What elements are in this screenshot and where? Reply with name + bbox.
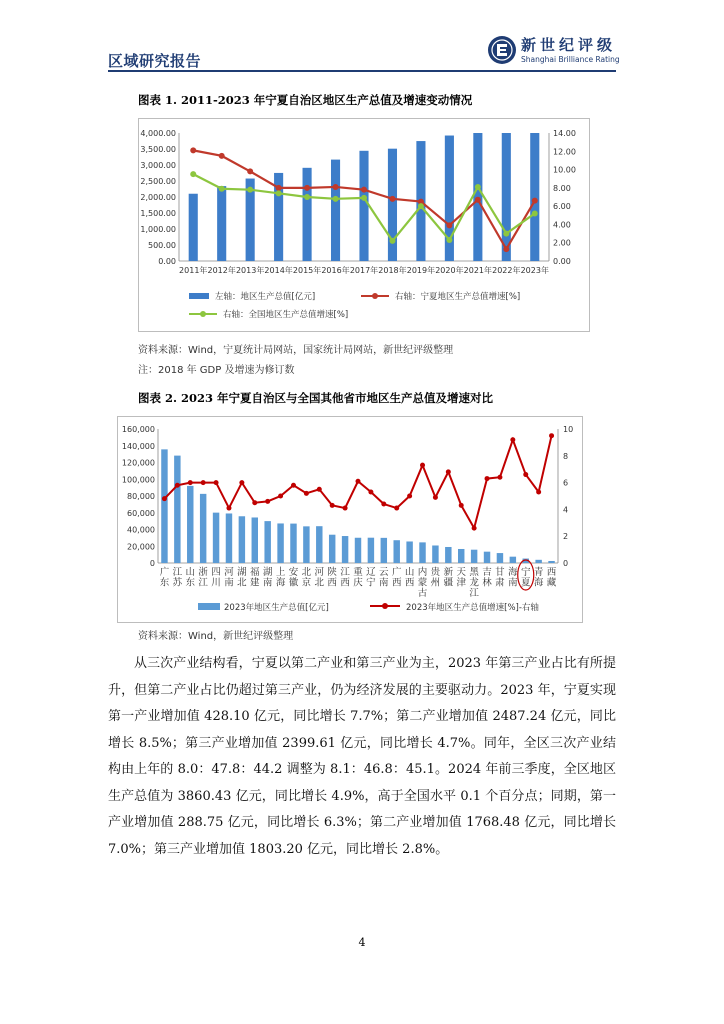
growth-point-1 [503, 246, 509, 252]
left-tick-label: 4,000.00 [140, 129, 176, 138]
province-gdp-bar [187, 486, 193, 563]
x-tick-label: 2015年 [292, 266, 322, 275]
right-tick-label: 6.00 [553, 202, 571, 212]
figure2-svg [118, 417, 582, 622]
growth-point-1 [389, 196, 395, 202]
province-label: 福建 [250, 567, 260, 589]
province-label: 北京 [301, 567, 312, 589]
body-paragraph: 从三次产业结构看，宁夏以第二产业和第三产业为主，2023 年第三产业占比有所提升，但第二产业占比仍超过第三产业，仍为经济发展的主要驱动力。2023 年，宁夏实现第一产业增加值 428.10 亿元，同比增长 7.7%；第二产业增加值 2487.24 亿元，同比增长 8.5%；第三产业增加值 2399.61 亿元，同比增长 4.7%。同年，全区三次产业结构由上年的 8.0：47.8：44.2 调整为 8.1：46.8：45.1。2024 年前三季度，全区地区生产总值为 3860.43 亿元，同比增长 4.9%，高于全国水平 0.1 个百分点；同期，第一产业增加值 288.75 亿元，同比增长 6.3%；第二产业增加值 1768.48 亿元，同比增长 7.0%；第三产业增加值 1803.20 亿元，同比增长 2.8%。 [108, 656, 616, 857]
province-gdp-bar [445, 547, 451, 563]
growth-point-1 [219, 153, 225, 159]
province-gdp-bar [432, 545, 438, 563]
x-tick-label: 2019年 [406, 266, 436, 275]
gdp-bar [530, 133, 539, 261]
growth-point-2 [276, 190, 282, 196]
province-gdp-bar [290, 524, 296, 563]
growth-point-2 [219, 186, 225, 192]
province-gdp-bar [419, 542, 425, 563]
x-tick-label: 2022年 [492, 266, 521, 275]
province-label: 江西 [340, 567, 350, 589]
left-tick-label: 3,000.00 [140, 161, 176, 170]
growth-point-2 [446, 237, 452, 243]
province-growth-point [188, 480, 193, 485]
legend-label-ningxia: 右轴：宁夏地区生产总值增速[%] [395, 292, 521, 302]
company-logo [487, 33, 619, 69]
province-growth-point [226, 506, 231, 511]
left-tick-label: 2,000.00 [140, 193, 176, 202]
province-gdp-bar [406, 541, 412, 563]
growth-point-2 [532, 210, 538, 216]
province-growth-point [536, 489, 541, 494]
legend-label-national: 右轴：全国地区生产总值增速[%] [223, 310, 349, 320]
x-tick-label: 2020年 [435, 266, 464, 275]
growth-point-1 [532, 198, 538, 204]
gdp-bar [331, 160, 340, 261]
province-gdp-bar [368, 538, 374, 563]
growth-point-2 [333, 196, 339, 202]
province-label: 广东 [159, 567, 170, 589]
growth-point-1 [361, 187, 367, 193]
province-gdp-bar [200, 494, 206, 563]
province-label: 云南 [379, 567, 389, 589]
province-label: 甘肃 [495, 567, 505, 589]
province-label: 湖南 [262, 567, 273, 589]
province-label: 山东 [185, 567, 196, 589]
left-tick-label: 3,500.00 [140, 145, 176, 154]
right-tick-label: 6 [563, 478, 569, 488]
province-label: 上海 [275, 567, 286, 589]
province-label: 辽宁 [366, 567, 376, 589]
legend-marker-national [200, 311, 206, 317]
growth-point-2 [503, 231, 509, 237]
x-tick-label: 2016年 [321, 266, 350, 275]
province-growth-point [472, 526, 477, 531]
province-gdp-bar [393, 540, 399, 563]
province-label: 天津 [456, 567, 466, 589]
province-growth-point [394, 506, 399, 511]
figure1-chart [138, 118, 590, 332]
province-label: 浙江 [198, 567, 208, 589]
figure1-svg [139, 119, 589, 331]
gdp-bar [303, 168, 312, 261]
province-label: 新疆 [443, 567, 454, 589]
province-gdp-bar [277, 523, 283, 563]
x-tick-label: 2023年 [520, 266, 549, 275]
province-label: 安徽 [288, 567, 299, 589]
province-growth-point [304, 491, 309, 496]
province-growth-point [407, 494, 412, 499]
province-growth-point [433, 495, 438, 500]
province-growth-point [381, 502, 386, 507]
province-growth-point [368, 489, 373, 494]
right-tick-label: 2.00 [553, 238, 571, 248]
right-tick-label: 14.00 [553, 129, 576, 138]
province-gdp-bar [342, 536, 348, 563]
province-gdp-bar [548, 561, 554, 563]
right-tick-label: 10.00 [553, 165, 576, 175]
legend-swatch-bar [198, 603, 220, 610]
province-growth-point [485, 476, 490, 481]
province-gdp-bar [329, 535, 335, 563]
right-tick-label: 0.00 [553, 257, 571, 266]
right-tick-label: 0 [563, 559, 569, 568]
province-label: 海南 [508, 567, 518, 589]
left-tick-label: 60,000 [127, 508, 155, 518]
province-growth-point [459, 503, 464, 508]
left-tick-label: 160,000 [121, 425, 155, 434]
x-tick-label: 2011年 [179, 266, 208, 275]
province-label: 山西 [404, 567, 415, 589]
province-label: 内蒙古 [417, 567, 428, 599]
gdp-bar [359, 151, 368, 261]
x-tick-label: 2017年 [349, 266, 379, 275]
province-growth-point [201, 480, 206, 485]
province-label: 黑龙江 [469, 567, 479, 599]
growth-point-2 [389, 238, 395, 244]
growth-point-1 [333, 184, 339, 190]
province-growth-point [278, 494, 283, 499]
province-gdp-bar [458, 549, 464, 563]
province-gdp-bar [161, 449, 167, 563]
province-growth-point [510, 437, 515, 442]
province-gdp-bar [471, 550, 477, 563]
province-growth-point [291, 483, 296, 488]
legend-label-bar: 左轴：地区生产总值[亿元] [215, 292, 316, 302]
province-growth-point [162, 496, 167, 501]
province-growth-point [317, 487, 322, 492]
province-gdp-bar [226, 513, 232, 563]
province-label: 西藏 [546, 567, 557, 589]
left-tick-label: 1,500.00 [140, 209, 176, 218]
province-gdp-bar [264, 521, 270, 563]
growth-point-1 [304, 185, 310, 191]
gdp-bar [217, 186, 226, 261]
left-tick-label: 500.00 [148, 241, 176, 250]
growth-point-2 [304, 194, 310, 200]
province-gdp-bar [510, 557, 516, 563]
growth-point-2 [361, 195, 367, 201]
growth-point-2 [475, 184, 481, 190]
x-tick-label: 2018年 [378, 266, 407, 275]
province-label: 湖北 [237, 567, 247, 589]
legend-marker-ningxia [372, 293, 378, 299]
legend-marker [382, 603, 388, 609]
province-growth-point [549, 433, 554, 438]
x-tick-label: 2013年 [235, 266, 265, 275]
right-tick-label: 4 [563, 505, 569, 515]
province-gdp-bar [213, 513, 219, 563]
legend-swatch-bar [189, 293, 209, 299]
province-gdp-bar [497, 553, 503, 563]
figure1-note: 注：2018 年 GDP 及增速为修订数 [138, 365, 295, 376]
figure1-title: 图表 1. 2011-2023 年宁夏自治区地区生产总值及增速变动情况 [138, 93, 473, 107]
province-growth-point [497, 475, 502, 480]
logo-emblem-icon [487, 35, 517, 65]
province-label: 宁夏 [520, 567, 531, 589]
province-growth-point [446, 469, 451, 474]
province-growth-point [343, 506, 348, 511]
province-label: 河南 [224, 567, 234, 589]
province-label: 青海 [533, 567, 544, 589]
province-label: 贵州 [430, 567, 441, 589]
province-gdp-bar [316, 526, 322, 563]
left-tick-label: 80,000 [127, 492, 155, 501]
report-category-title: 区域研究报告 [108, 52, 202, 70]
page-number: 4 [358, 936, 366, 949]
left-tick-label: 0 [149, 559, 155, 568]
gdp-bar [388, 149, 397, 261]
province-gdp-bar [252, 517, 258, 563]
left-tick-label: 100,000 [121, 475, 155, 485]
left-tick-label: 20,000 [127, 542, 155, 552]
growth-point-1 [446, 222, 452, 228]
province-growth-point [523, 472, 528, 477]
province-growth-point [175, 483, 180, 488]
province-gdp-bar [303, 526, 309, 563]
x-tick-label: 2014年 [264, 266, 293, 275]
legend-label-line: 2023年地区生产总值增速[%]-右轴 [406, 603, 539, 613]
logo-english-name: Shanghai Brilliance Rating [521, 55, 620, 64]
province-label: 重庆 [353, 567, 363, 589]
header-divider [108, 70, 616, 72]
province-gdp-bar [535, 560, 541, 563]
province-gdp-bar [355, 538, 361, 563]
growth-point-2 [418, 203, 424, 209]
growth-point-1 [190, 147, 196, 153]
province-gdp-bar [381, 538, 387, 563]
province-gdp-bar [174, 456, 180, 563]
left-tick-label: 40,000 [127, 525, 155, 535]
province-label: 广西 [391, 567, 402, 589]
logo-chinese-name: 新世纪评级 [521, 36, 617, 54]
province-growth-point [265, 499, 270, 504]
right-tick-label: 12.00 [553, 147, 576, 157]
province-label: 四川 [211, 567, 221, 589]
province-growth-point [239, 480, 244, 485]
right-tick-label: 4.00 [553, 220, 571, 230]
left-tick-label: 120,000 [121, 458, 155, 468]
province-label: 河北 [314, 567, 325, 589]
province-growth-point [252, 500, 257, 505]
left-tick-label: 140,000 [121, 441, 155, 451]
figure1-source: 资料来源：Wind，宁夏统计局网站，国家统计局网站，新世纪评级整理 [138, 345, 454, 356]
growth-point-1 [247, 168, 253, 174]
province-growth-point [330, 503, 335, 508]
province-label: 吉林 [482, 567, 492, 589]
province-growth-point [356, 479, 361, 484]
province-label: 江苏 [172, 567, 183, 589]
growth-point-2 [190, 171, 196, 177]
province-growth-point [420, 463, 425, 468]
province-growth-point [214, 480, 219, 485]
right-tick-label: 10 [563, 425, 574, 434]
province-label: 陕西 [327, 567, 337, 589]
growth-point-2 [247, 187, 253, 193]
left-tick-label: 2,500.00 [140, 177, 176, 186]
right-tick-label: 8.00 [553, 183, 571, 193]
right-tick-label: 2 [563, 532, 569, 542]
province-gdp-bar [484, 552, 490, 563]
figure2-chart [117, 416, 583, 623]
growth-point-1 [276, 185, 282, 191]
x-tick-label: 2012年 [207, 266, 236, 275]
province-gdp-bar [239, 516, 245, 563]
growth-point-1 [475, 197, 481, 203]
legend-label-bar: 2023年地区生产总值[亿元] [224, 603, 329, 613]
left-tick-label: 1,000.00 [140, 225, 176, 234]
figure2-source: 资料来源：Wind，新世纪评级整理 [138, 631, 294, 642]
right-tick-label: 8 [563, 451, 569, 461]
figure2-title: 图表 2. 2023 年宁夏自治区与全国其他省市地区生产总值及增速对比 [138, 391, 494, 405]
gdp-bar [189, 194, 198, 261]
left-tick-label: 0.00 [158, 257, 176, 266]
x-tick-label: 2021年 [463, 266, 493, 275]
